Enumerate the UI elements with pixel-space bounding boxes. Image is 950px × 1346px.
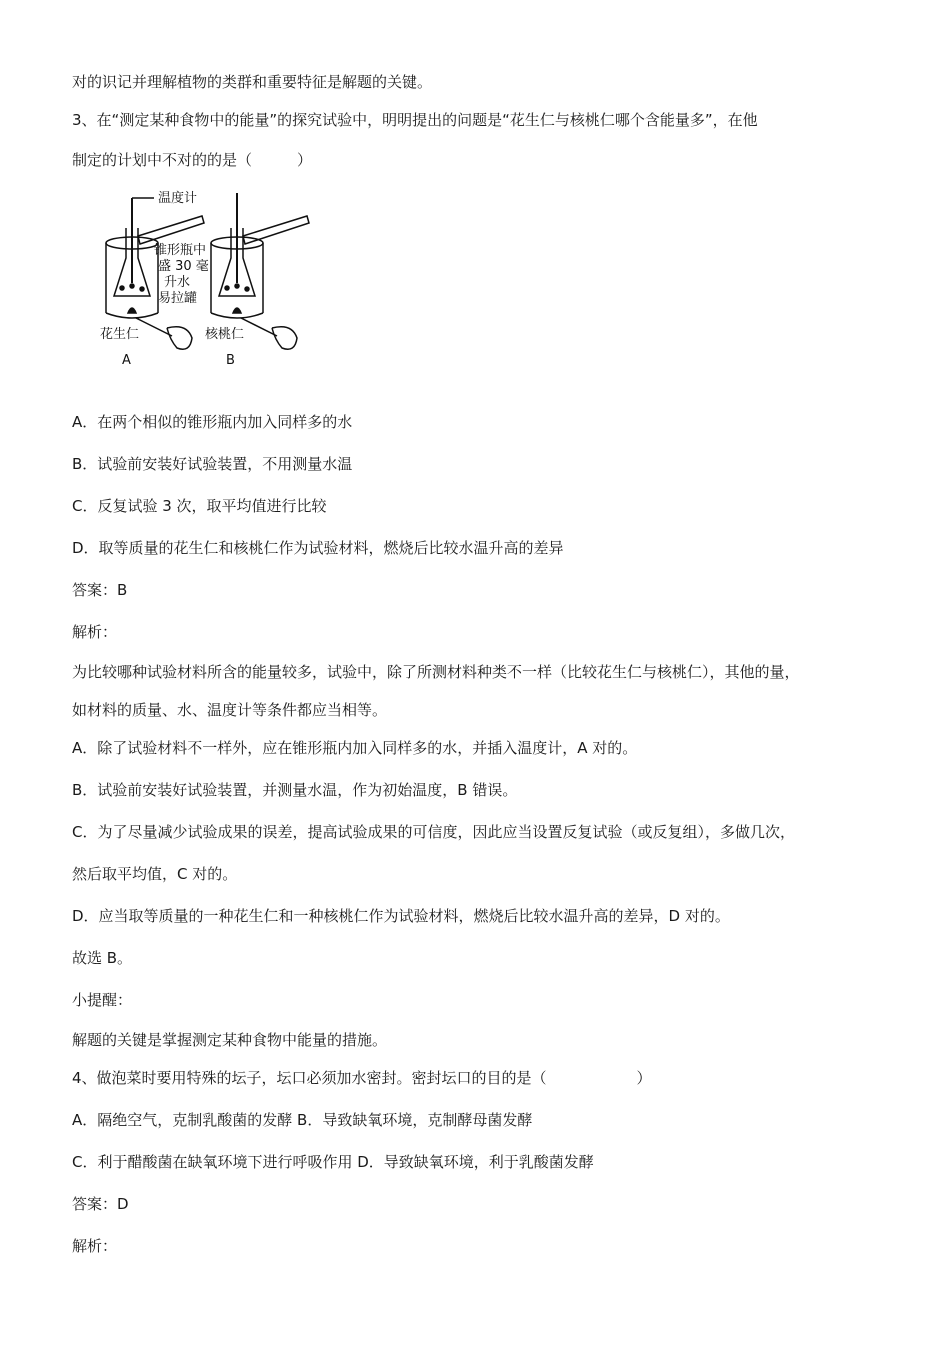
label-flask-1: 锥形瓶中 [154, 243, 207, 258]
analysis-para-1-cont: 如材料的质量、水、温度计等条件都应当相等。 [72, 701, 388, 719]
option-c: C．反复试验 3 次，取平均值进行比较 [72, 497, 327, 515]
label-b: B [226, 353, 235, 368]
analysis-d: D．应当取等质量的一种花生仁和一种核桃仁作为试验材料，燃烧后比较水温升高的差异，D 对的。 [72, 907, 730, 925]
option-d: D．取等质量的花生仁和核桃仁作为试验材料，燃烧后比较水温升高的差异 [72, 539, 564, 557]
tip-text: 解题的关键是掌握测定某种食物中能量的措施。 [72, 1031, 388, 1049]
analysis-heading-3: 解析： [72, 623, 118, 641]
question-4-options-ab: A．隔绝空气，克制乳酸菌的发酵 B．导致缺氧环境，克制酵母菌发酵 [72, 1111, 533, 1129]
analysis-para-1: 为比较哪种试验材料所含的能量较多，试验中，除了所测材料种类不一样（比较花生仁与核桃仁），其他的量， [72, 663, 800, 681]
label-peanut: 花生仁 [100, 327, 140, 342]
option-a: A．在两个相似的锥形瓶内加入同样多的水 [72, 413, 353, 431]
label-flask-2: 盛 30 毫 [158, 259, 209, 274]
label-a: A [122, 353, 131, 368]
question-4-options-cd: C．利于醋酸菌在缺氧环境下进行呼吸作用 D．导致缺氧环境，利于乳酸菌发酵 [72, 1153, 594, 1171]
apparatus-b [211, 193, 309, 349]
question-3-stem-cont: 制定的计划中不对的的是（ ） [72, 151, 313, 169]
experiment-diagram [92, 188, 322, 378]
analysis-c: C．为了尽量减少试验成果的误差，提高试验成果的可信度，因此应当设置反复试验（或反复组），多做几次， [72, 823, 795, 841]
question-3-stem: 3、在“测定某种食物中的能量”的探究试验中，明明提出的问题是“花生仁与核桃仁哪个含能量多”，在他 [72, 111, 758, 129]
analysis-c-cont: 然后取平均值，C 对的。 [72, 865, 238, 883]
label-can: 易拉罐 [158, 291, 198, 306]
question-4-stem: 4、做泡菜时要用特殊的坛子，坛口必须加水密封。密封坛口的目的是（ ） [72, 1069, 652, 1087]
label-walnut: 核桃仁 [205, 327, 245, 342]
choice-summary: 故选 B。 [72, 949, 133, 967]
analysis-a: A．除了试验材料不一样外，应在锥形瓶内加入同样多的水，并插入温度计，A 对的。 [72, 739, 638, 757]
analysis-heading-4: 解析： [72, 1237, 118, 1255]
option-b: B．试验前安装好试验装置，不用测量水温 [72, 455, 353, 473]
analysis-b: B．试验前安装好试验装置，并测量水温，作为初始温度，B 错误。 [72, 781, 518, 799]
answer-4: 答案：D [72, 1195, 129, 1213]
label-flask-3: 升水 [164, 275, 191, 290]
answer-3: 答案：B [72, 581, 128, 599]
label-thermometer: 温度计 [158, 191, 198, 206]
tip-heading: 小提醒： [72, 991, 133, 1009]
line-intro: 对的识记并理解植物的类群和重要特征是解题的关键。 [72, 73, 433, 91]
